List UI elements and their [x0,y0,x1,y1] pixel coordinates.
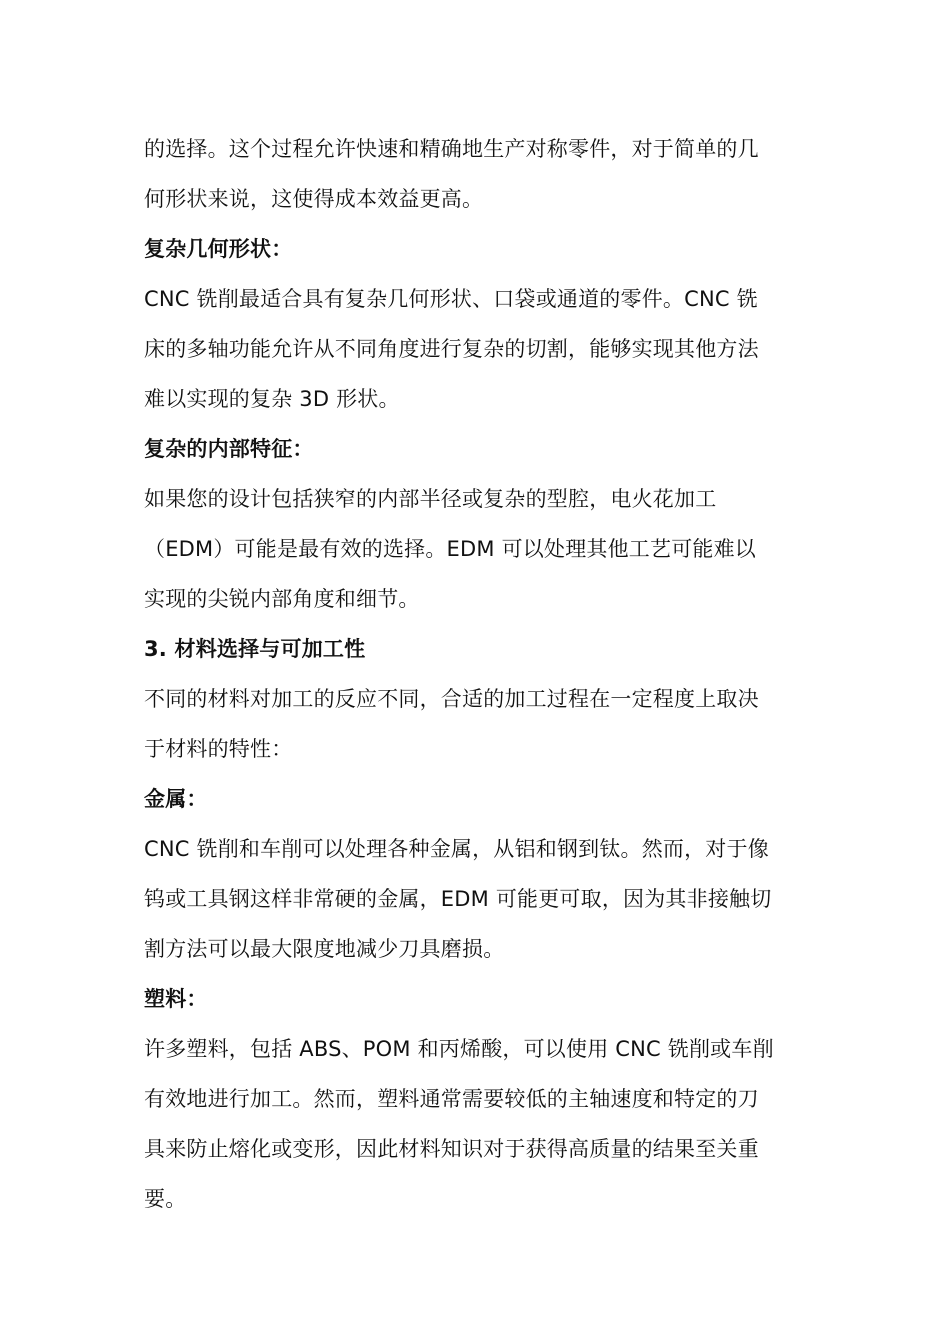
section-heading-metals: 金属： [144,787,208,811]
paragraph-line: 的选择。这个过程允许快速和精确地生产对称零件，对于简单的几 [144,137,759,161]
paragraph-line: 钨或工具钢这样非常硬的金属，EDM 可能更可取，因为其非接触切 [144,887,772,911]
section-heading-internal-features: 复杂的内部特征： [144,437,314,461]
paragraph-line: 不同的材料对加工的反应不同，合适的加工过程在一定程度上取决 [144,687,759,711]
section-heading-plastics: 塑料： [144,987,208,1011]
paragraph-line: 有效地进行加工。然而，塑料通常需要较低的主轴速度和特定的刀 [144,1087,759,1111]
paragraph-line: 实现的尖锐内部角度和细节。 [144,587,420,611]
paragraph-line: 要。 [144,1187,187,1211]
paragraph-line: 如果您的设计包括狭窄的内部半径或复杂的型腔，电火花加工 [144,487,717,511]
paragraph-line: CNC 铣削最适合具有复杂几何形状、口袋或通道的零件。CNC 铣 [144,287,758,311]
paragraph-line: 于材料的特性： [144,737,293,761]
paragraph-line: 具来防止熔化或变形，因此材料知识对于获得高质量的结果至关重 [144,1137,759,1161]
paragraph-line: 床的多轴功能允许从不同角度进行复杂的切割，能够实现其他方法 [144,337,759,361]
paragraph-line: （EDM）可能是最有效的选择。EDM 可以处理其他工艺可能难以 [144,537,756,561]
paragraph-line: 许多塑料，包括 ABS、POM 和丙烯酸，可以使用 CNC 铣削或车削 [144,1037,774,1061]
paragraph-line: 难以实现的复杂 3D 形状。 [144,387,400,411]
paragraph-line: 何形状来说，这使得成本效益更高。 [144,187,484,211]
paragraph-line: CNC 铣削和车削可以处理各种金属，从铝和钢到钛。然而，对于像 [144,837,769,861]
paragraph-line: 割方法可以最大限度地减少刀具磨损。 [144,937,505,961]
section-heading-complex-geometry: 复杂几何形状： [144,237,293,261]
section-heading-material-selection: 3. 材料选择与可加工性 [144,637,366,661]
